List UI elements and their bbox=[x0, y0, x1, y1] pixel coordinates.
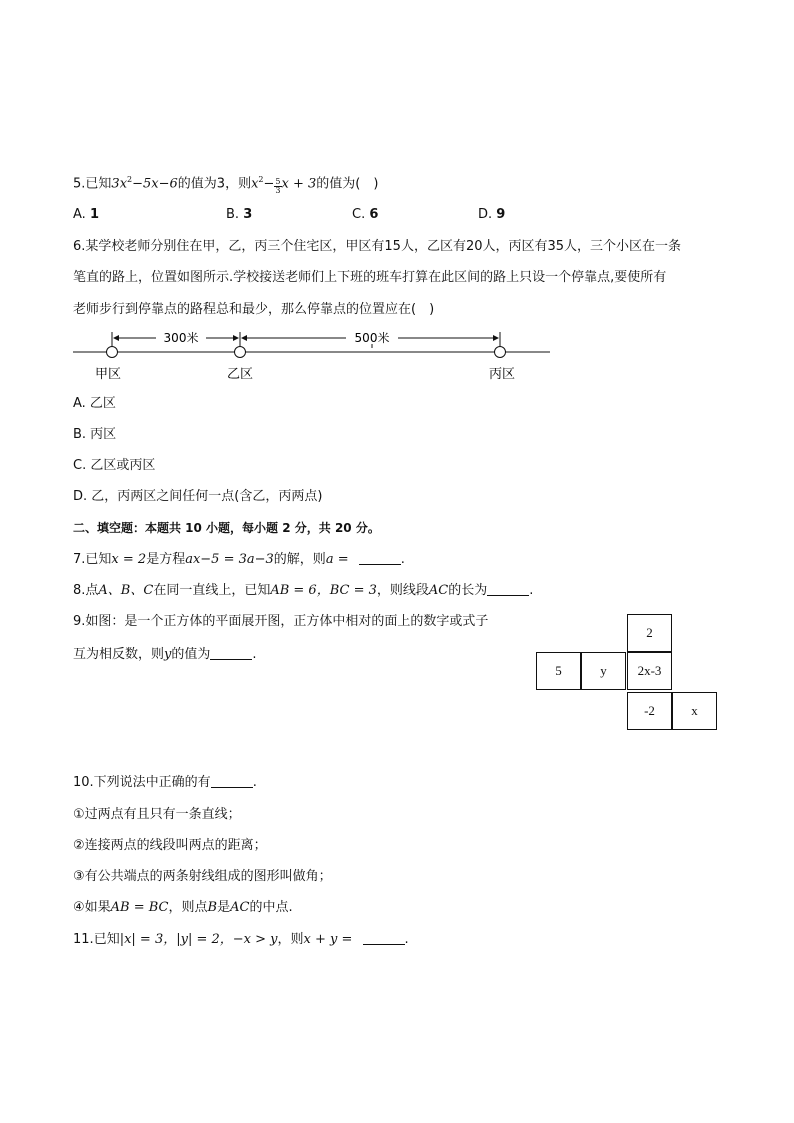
q7-eq2: ax−5 = 3a−3 bbox=[185, 552, 274, 567]
q5-option-c: C. 6 bbox=[352, 207, 379, 222]
q5-expr4: − bbox=[263, 176, 275, 192]
question-8: 8.点A、B、C在同一直线上，已知AB = 6，BC = 3，则线段AC的长为 . bbox=[73, 583, 534, 598]
q8-answer-blank bbox=[487, 595, 529, 596]
dist-500-label: 500米 bbox=[354, 331, 390, 345]
q5-number: 5. bbox=[73, 176, 86, 192]
q8-segment: AC bbox=[428, 583, 449, 598]
q7-eq3: a = bbox=[325, 552, 353, 567]
q5-expr1: 3x bbox=[111, 176, 128, 192]
question-11: 11.已知|x| = 3，|y| = 2，−x > y，则x + y = . bbox=[73, 932, 409, 947]
cube-face-bottom: -2 bbox=[627, 692, 672, 730]
q5-option-b: B. 3 bbox=[226, 207, 253, 222]
q8-eq: AB = 6，BC = 3 bbox=[270, 583, 377, 598]
question-10: 10.下列说法中正确的有 . bbox=[73, 775, 257, 790]
label-jia: 甲区 bbox=[94, 367, 122, 382]
q5-expr2: −5x−6 bbox=[132, 176, 178, 192]
q5-fraction: $\frac{5}{3}$ bbox=[275, 177, 281, 196]
label-yi: 乙区 bbox=[226, 367, 254, 382]
question-5 bbox=[73, 171, 378, 195]
cube-face-top: 2 bbox=[627, 614, 672, 652]
q6-option-b: B. 丙区 bbox=[73, 427, 117, 442]
arrow-right-2 bbox=[493, 335, 499, 341]
q5-option-d: D. 9 bbox=[478, 207, 506, 222]
q6-line-3: 老师步行到停靠点的路程总和最少，那么停靠点的位置应在( ) bbox=[73, 302, 435, 317]
point-jia bbox=[107, 347, 118, 358]
cube-face-center: 2x-3 bbox=[627, 652, 672, 690]
q5-pre: 已知 bbox=[85, 176, 112, 192]
q10-item-2: ②连接两点的线段叫两点的距离； bbox=[73, 838, 267, 853]
section-fill-in-blank-heading: 二、填空题：本题共 10 小题，每小题 2 分，共 20 分。 bbox=[73, 521, 380, 535]
q5-expr3: x bbox=[251, 176, 259, 192]
q7-answer-blank bbox=[359, 564, 401, 565]
point-bing bbox=[495, 347, 506, 358]
q5-exp1: 2 bbox=[127, 175, 133, 184]
q8-points: A、B、C bbox=[98, 583, 154, 598]
question-7: 7.已知x = 2是方程ax−5 = 3a−3的解，则a = . bbox=[73, 552, 405, 567]
point-yi bbox=[235, 347, 246, 358]
q9-line-1: 9.如图：是一个正方体的平面展开图，正方体中相对的面上的数字或式子 bbox=[73, 614, 489, 629]
q10-answer-blank bbox=[211, 787, 253, 788]
q10-item-3: ③有公共端点的两条射线组成的图形叫做角； bbox=[73, 869, 332, 884]
arrow-right-1 bbox=[233, 335, 239, 341]
q5-post: 的值为( ) bbox=[316, 176, 379, 192]
q5-exp2: 2 bbox=[258, 175, 264, 184]
q9-answer-blank bbox=[210, 659, 252, 660]
arrow-left-2 bbox=[241, 335, 247, 341]
q11-answer-blank bbox=[363, 944, 405, 945]
q9-line-2: 互为相反数，则y的值为 . bbox=[73, 647, 257, 662]
q6-line-1: 6.某学校老师分别住在甲，乙，丙三个住宅区，甲区有15人，乙区有20人，丙区有35人，三个小区在一条 bbox=[73, 239, 682, 254]
q6-line-2: 笔直的路上，位置如图所示.学校接送老师们上下班的班车打算在此区间的路上只设一个停靠点,要使所有 bbox=[73, 270, 667, 285]
q11-eq2: x + y = bbox=[303, 932, 357, 947]
q6-option-c: C. 乙区或丙区 bbox=[73, 458, 156, 473]
q6-option-a: A. 乙区 bbox=[73, 396, 116, 411]
q5-mid: 的值为3，则 bbox=[177, 176, 252, 192]
q5-expr5: x + 3 bbox=[281, 176, 317, 192]
cube-face-right: x bbox=[672, 692, 717, 730]
label-bing: 丙区 bbox=[488, 367, 516, 382]
cube-face-y: y bbox=[581, 652, 626, 690]
q11-eq: |x| = 3，|y| = 2，−x > y bbox=[119, 932, 278, 947]
q6-road-diagram bbox=[60, 326, 560, 386]
arrow-left-1 bbox=[113, 335, 119, 341]
q10-item-1: ①过两点有且只有一条直线； bbox=[73, 807, 241, 822]
q7-eq1: x = 2 bbox=[111, 552, 147, 567]
dist-300-label: 300米 bbox=[163, 331, 199, 345]
q10-item-4: ④如果AB = BC，则点B是AC的中点. bbox=[73, 900, 293, 915]
q6-option-d: D. 乙，丙两区之间任何一点(含乙，丙两点) bbox=[73, 489, 323, 504]
q5-option-a: A. 1 bbox=[73, 207, 99, 222]
cube-face-left: 5 bbox=[536, 652, 581, 690]
